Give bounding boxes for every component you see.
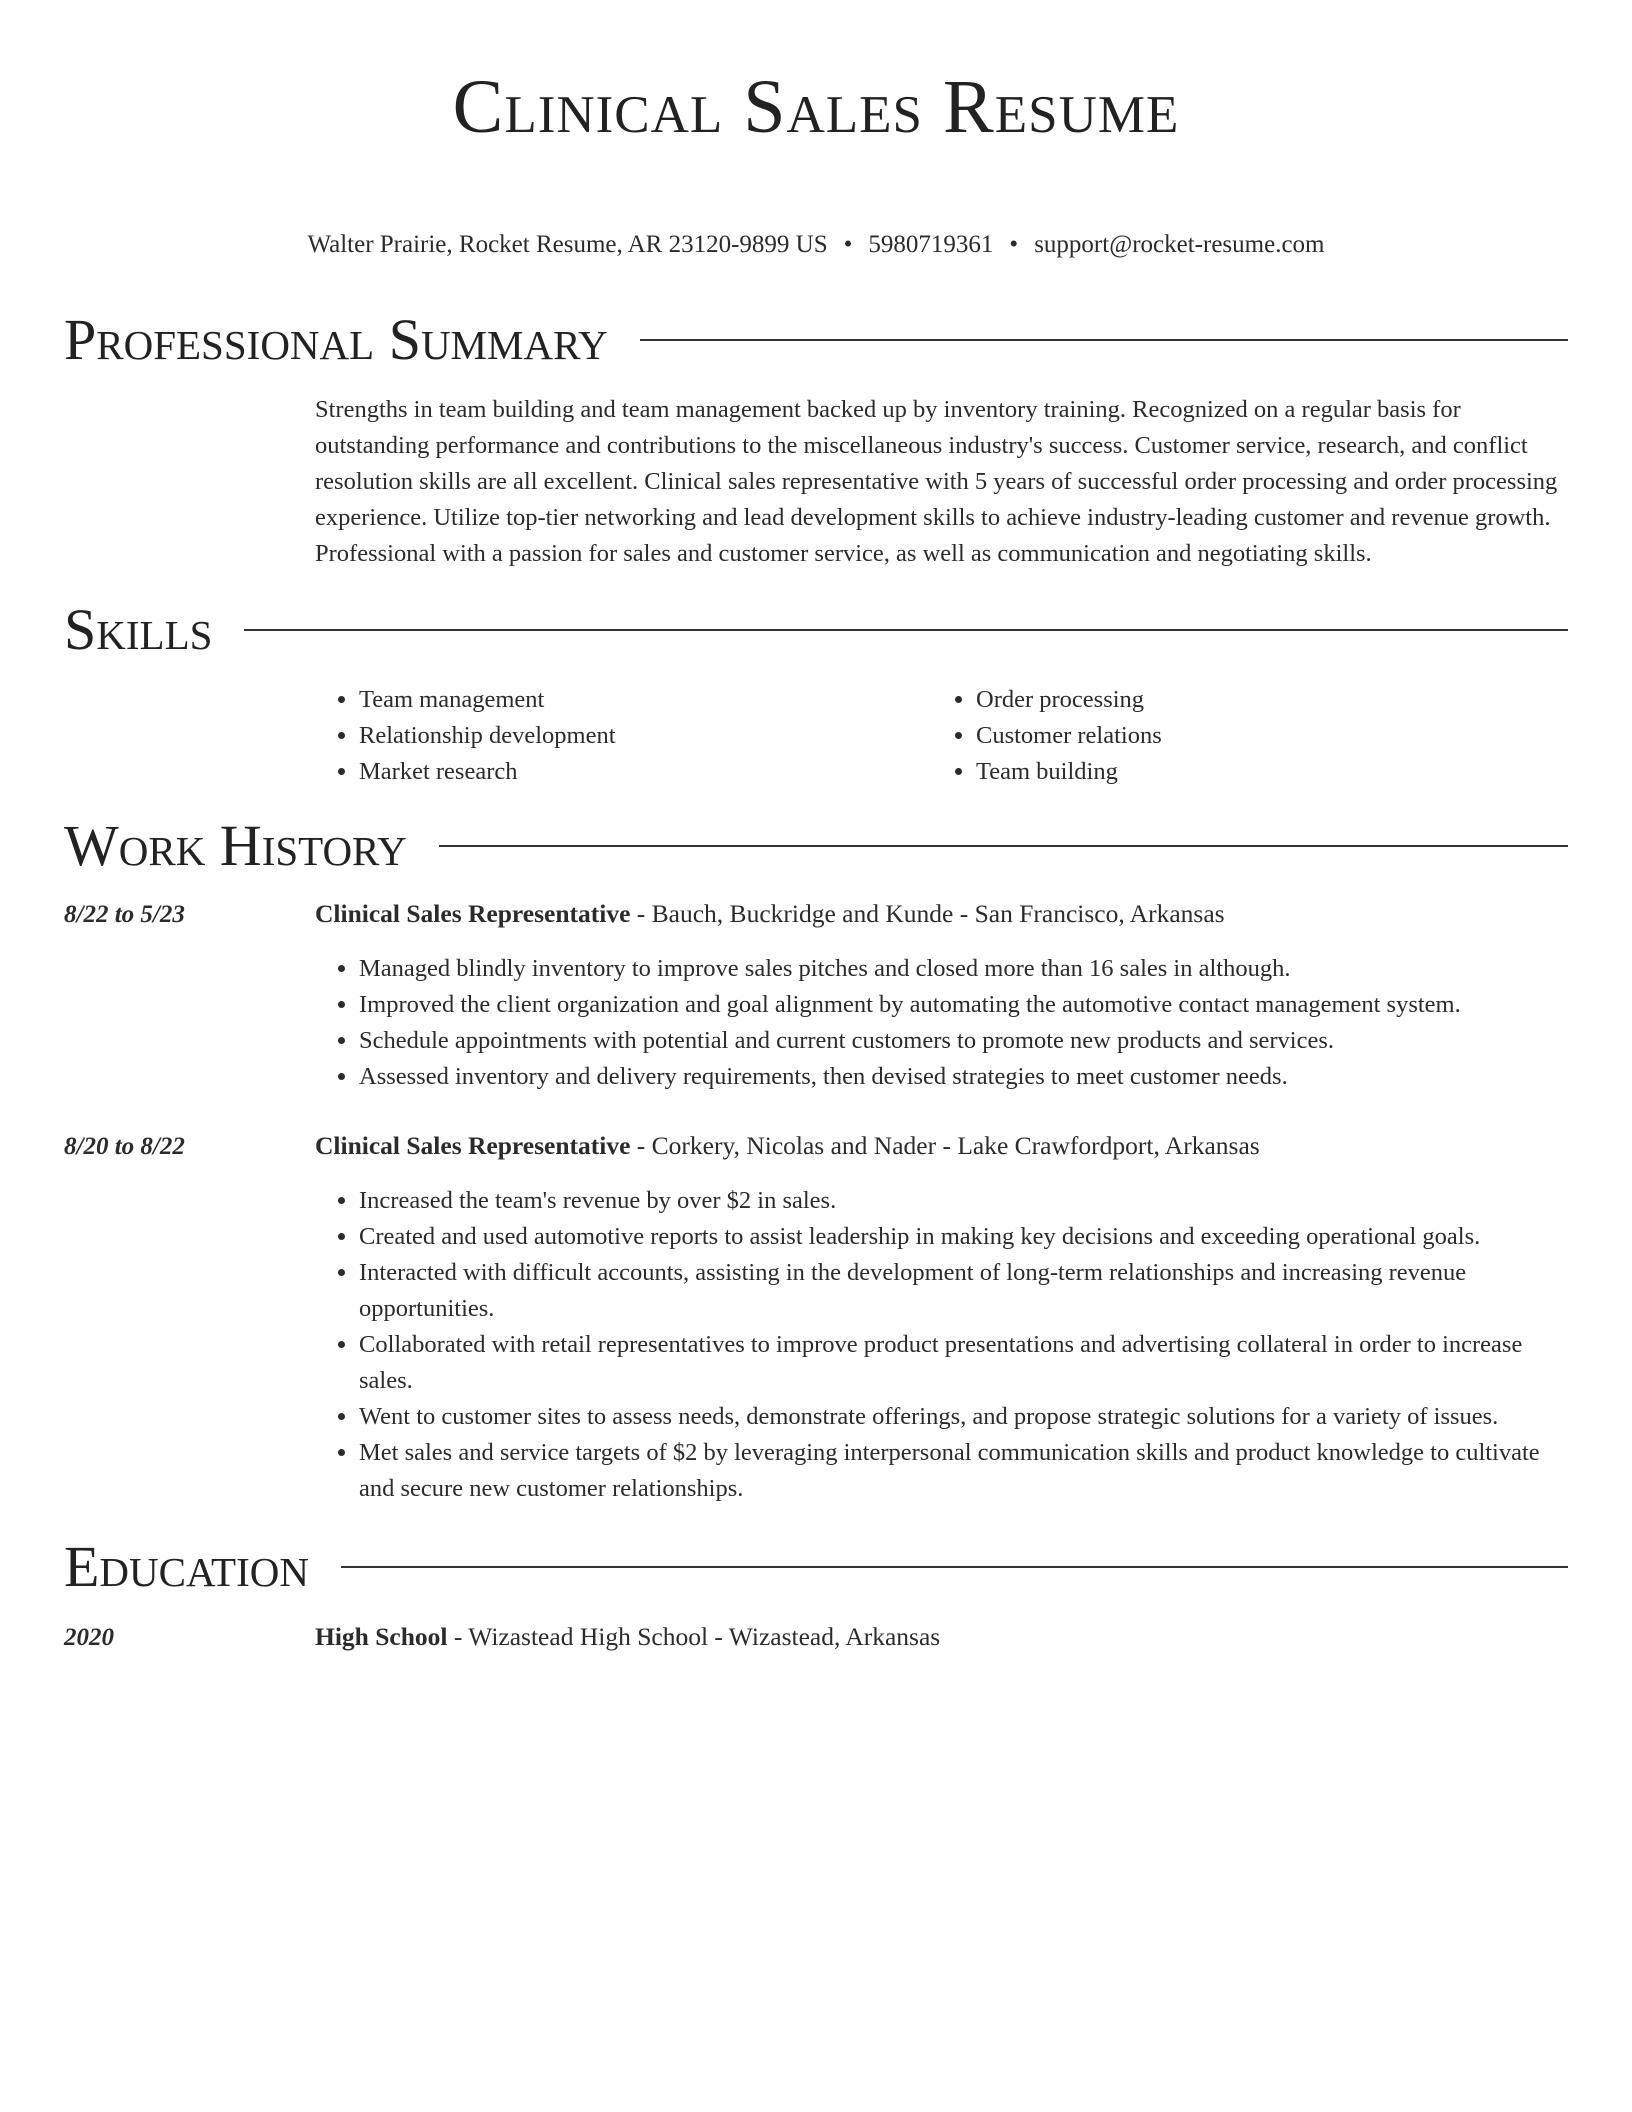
job-bullets (315, 951, 1568, 1095)
separator-dot: • (1009, 231, 1019, 258)
skills-section-header (64, 598, 1568, 662)
job-bullet: • Assessed inventory and delivery requirements, then devised strategies to meet customer needs. (359, 1059, 1568, 1095)
skill-item: • Team management (359, 682, 932, 718)
work-section-header (64, 814, 1568, 878)
job-title: Clinical Sales Representative (315, 1131, 631, 1160)
summary-text: Strengths in team building and team management backed up by inventory training. Recognized on a regular basis for outstanding performance and contributions to the miscellaneous industry's success. Customer service, research, and conflict resolution skills are all excellent. Clinical sales representative with 5 years of successful order processing and order processing experience. Utilize top-tier networking and lead development skills to achieve industry-leading customer and revenue growth. Professional with a passion for sales and customer service, as well as communication and negotiating skills. (315, 396, 1558, 567)
education-header (64, 1619, 1568, 1656)
skills-column-left (315, 682, 932, 790)
job-bullet: • Met sales and service targets of $2 by leveraging interpersonal communication skills and product knowledge to cultivate and secure new customer relationships. (359, 1435, 1568, 1507)
separator-dot: • (843, 231, 853, 258)
skills-list (315, 682, 1568, 790)
job-bullet: • Increased the team's revenue by over $2 in sales. (359, 1183, 1568, 1219)
skill-item: • Market research (359, 754, 932, 790)
education-section-header (64, 1535, 1568, 1599)
skills-column-right (932, 682, 1549, 790)
skill-item: • Team building (976, 754, 1549, 790)
section-divider (244, 629, 1568, 631)
job-entry (64, 896, 1568, 1095)
contact-phone: 5980719361 (868, 231, 994, 258)
job-bullets (315, 1183, 1568, 1507)
job-header (64, 896, 1568, 933)
job-bullet: • Managed blindly inventory to improve sales pitches and closed more than 16 sales in although. (359, 951, 1568, 987)
job-employer: - Bauch, Buckridge and Kunde - San Francisco, Arkansas (630, 899, 1225, 928)
contact-address: Walter Prairie, Rocket Resume, AR 23120-9899 US (307, 231, 828, 258)
education-entry (64, 1619, 1568, 1656)
section-divider (640, 339, 1568, 341)
education-heading: Education (64, 1534, 309, 1599)
skills-heading: Skills (64, 597, 213, 662)
job-dates: 8/20 to 8/22 (64, 1133, 185, 1160)
summary-heading: Professional Summary (64, 307, 608, 372)
education-year: 2020 (64, 1624, 114, 1651)
job-role (315, 896, 1225, 932)
education-school: - Wizastead High School - Wizastead, Arkansas (447, 1622, 941, 1651)
skill-item: • Customer relations (976, 718, 1549, 754)
section-divider (341, 1566, 1568, 1568)
skill-item: • Order processing (976, 682, 1549, 718)
job-title: Clinical Sales Representative (315, 899, 631, 928)
job-role (315, 1128, 1260, 1164)
job-bullet: • Created and used automotive reports to assist leadership in making key decisions and exceeding operational goals. (359, 1219, 1568, 1255)
job-entry (64, 1128, 1568, 1507)
work-heading: Work History (64, 813, 407, 878)
job-bullet: • Improved the client organization and goal alignment by automating the automotive contact management system. (359, 987, 1568, 1023)
job-bullet: • Schedule appointments with potential and current customers to promote new products and services. (359, 1023, 1568, 1059)
job-employer: - Corkery, Nicolas and Nader - Lake Crawfordport, Arkansas (630, 1131, 1260, 1160)
summary-section-header (64, 308, 1568, 372)
job-bullet: • Interacted with difficult accounts, assisting in the development of long-term relationships and increasing revenue opportunities. (359, 1255, 1568, 1327)
section-divider (439, 845, 1568, 847)
contact-line (64, 230, 1568, 260)
education-degree: High School (315, 1622, 448, 1651)
job-header (64, 1128, 1568, 1165)
job-bullet: • Went to customer sites to assess needs, demonstrate offerings, and propose strategic solutions for a variety of issues. (359, 1399, 1568, 1435)
skill-item: • Relationship development (359, 718, 932, 754)
job-dates: 8/22 to 5/23 (64, 901, 185, 928)
education-degree-line (315, 1619, 940, 1655)
resume-title: Clinical Sales Resume (452, 65, 1180, 149)
job-bullet: • Collaborated with retail representatives to improve product presentations and advertising collateral in order to increase sales. (359, 1327, 1568, 1399)
resume-page (64, 0, 1568, 1656)
contact-email: support@rocket-resume.com (1034, 231, 1325, 258)
